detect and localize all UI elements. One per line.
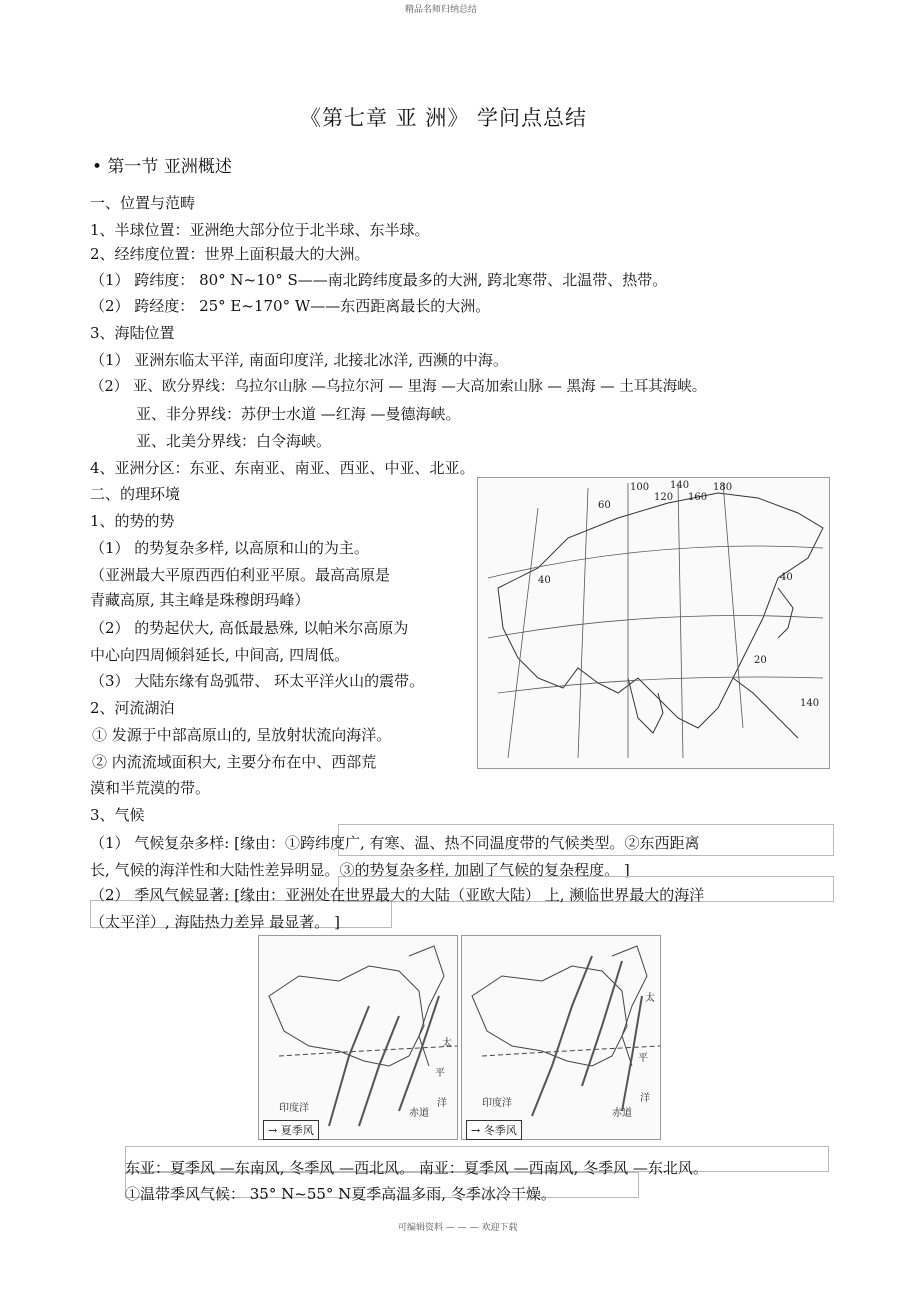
map-label: 180 — [713, 482, 733, 493]
map-label: 100 — [630, 482, 650, 493]
map-label: 赤道 — [612, 1108, 632, 1119]
line: 中心向四周倾斜延长, 中间高, 四周低。 — [90, 646, 350, 664]
map-label: 40 — [780, 572, 793, 583]
line: （亚洲最大平原西西伯利亚平原。最高高原是 — [90, 566, 391, 584]
asia-map — [477, 477, 830, 769]
summer-monsoon-drawing — [259, 936, 457, 1139]
line: 东亚：夏季风 —东南风, 冬季风 —西北风。 南亚：夏季风 —西南风, 冬季风 —东北风。 — [125, 1159, 708, 1177]
winter-legend: → 冬季风 — [466, 1120, 522, 1140]
map-label: 140 — [800, 698, 820, 709]
summer-monsoon-map — [258, 935, 458, 1140]
line: 青藏高原, 其主峰是珠穆朗玛峰） — [90, 591, 310, 609]
map-label: 平 — [638, 1053, 648, 1064]
line: 亚、北美分界线：白令海峡。 — [136, 432, 332, 450]
line: （2） 亚、欧分界线：乌拉尔山脉 —乌拉尔河 — 里海 —大高加索山脉 — 黑海 — 土耳其海峡。 — [90, 379, 707, 395]
map-label: 140 — [670, 480, 690, 491]
map-label: 印度洋 — [482, 1098, 512, 1109]
map-label: 120 — [654, 492, 674, 503]
line: （1） 亚洲东临太平洋, 南面印度洋, 北接北冰洋, 西濒的中海。 — [90, 351, 508, 369]
line: （1） 气候复杂多样: [缘由：①跨纬度广, 有寒、温、热不同温度带的气候类型。②东西距离 — [90, 834, 700, 852]
line: 一、位置与范畴 — [90, 194, 196, 212]
map-label: 20 — [754, 655, 767, 666]
map-label: 洋 — [640, 1093, 650, 1104]
winter-monsoon-map — [461, 935, 661, 1140]
line: （2） 季风气候显著: [缘由：亚洲处在世界最大的大陆（亚欧大陆） 上, 濒临世界最大的海洋 — [90, 886, 705, 904]
line: 1、的势的势 — [90, 512, 175, 530]
page-title: 《第七章 亚 洲》 学问点总结 — [300, 106, 588, 130]
line: 2、河流湖泊 — [90, 699, 175, 717]
line: ①温带季风气候： 35° N~55° N夏季高温多雨, 冬季冰冷干燥。 — [125, 1185, 556, 1203]
map-label: 洋 — [437, 1098, 447, 1109]
map-label: 60 — [598, 500, 611, 511]
summer-legend: → 夏季风 — [263, 1120, 319, 1140]
line: 3、气候 — [90, 806, 145, 824]
footer-note: 可编辑资料 — — — 欢迎下载 — [398, 1223, 518, 1233]
line: 2、经纬度位置：世界上面积最大的大洲。 — [90, 245, 370, 263]
line: 1、半球位置：亚洲绝大部分位于北半球、东半球。 — [90, 221, 430, 239]
map-label: 160 — [688, 492, 708, 503]
line: 漠和半荒漠的带。 — [90, 779, 211, 797]
line: 4、亚洲分区：东亚、东南亚、南亚、西亚、中亚、北亚。 — [90, 459, 475, 477]
map-label: 太 — [442, 1038, 452, 1049]
line: 二、的理环境 — [90, 485, 181, 503]
line: （2） 的势起伏大, 高低最悬殊, 以帕米尔高原为 — [90, 619, 409, 637]
section-heading: • 第一节 亚洲概述 — [92, 157, 232, 177]
map-label: 太 — [645, 993, 655, 1004]
map-label: 赤道 — [409, 1108, 429, 1119]
map-label: 印度洋 — [279, 1103, 309, 1114]
line: ② 内流流域面积大, 主要分布在中、西部荒 — [92, 753, 377, 771]
map-label: 40 — [538, 575, 551, 586]
line: （1） 的势复杂多样, 以高原和山的为主。 — [90, 539, 369, 557]
line: （1） 跨纬度： 80° N~10° S——南北跨纬度最多的大洲, 跨北寒带、北温带、热带。 — [90, 271, 668, 289]
line: ① 发源于中部高原山的, 呈放射状流向海洋。 — [92, 726, 392, 744]
line: 亚、非分界线：苏伊士水道 —红海 —曼德海峡。 — [136, 405, 461, 423]
asia-map-drawing — [478, 478, 829, 768]
header-note: 精品名师归纳总结 — [405, 5, 478, 15]
line: 3、海陆位置 — [90, 324, 175, 342]
line: （2） 跨经度： 25° E~170° W——东西距离最长的大洲。 — [90, 297, 491, 315]
line: （3） 大陆东缘有岛弧带、 环太平洋火山的震带。 — [90, 672, 425, 690]
winter-monsoon-drawing — [462, 936, 660, 1139]
line: （太平洋）, 海陆热力差异 最显著。 ] — [90, 913, 340, 931]
map-label: 平 — [435, 1068, 445, 1079]
line: 长, 气候的海洋性和大陆性差异明显。③的势复杂多样, 加剧了气候的复杂程度。 ] — [90, 861, 630, 879]
